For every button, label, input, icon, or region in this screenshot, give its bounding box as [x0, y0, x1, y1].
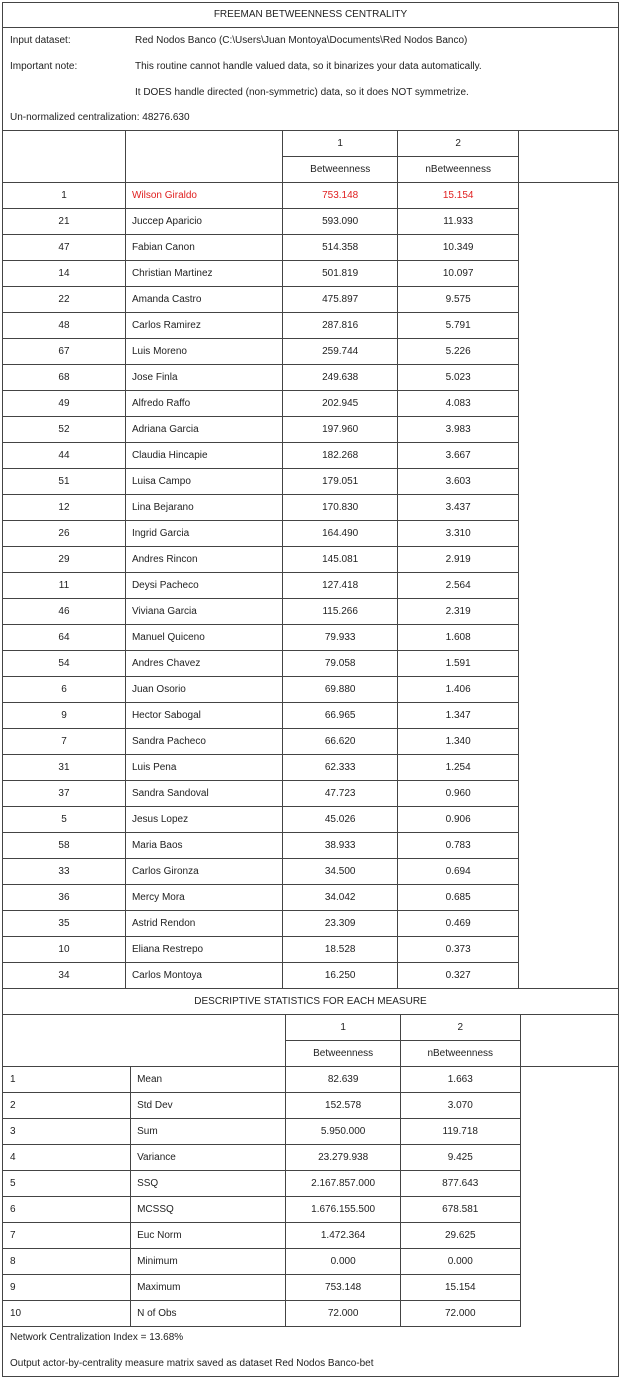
- table-row: [3, 885, 618, 911]
- actor-name: Carlos Montoya: [125, 963, 282, 989]
- actor-id: 7: [3, 729, 125, 755]
- stat-label: N of Obs: [131, 1301, 286, 1327]
- actor-id: 31: [3, 755, 125, 781]
- betweenness-value: 593.090: [282, 209, 397, 235]
- betweenness-value: 514.358: [282, 235, 397, 261]
- stats-row: [3, 1301, 618, 1327]
- actor-id: 21: [3, 209, 125, 235]
- table-row: [3, 365, 618, 391]
- actor-id: 44: [3, 443, 125, 469]
- nbetweenness-value: 3.437: [398, 495, 518, 521]
- actor-id: 26: [3, 521, 125, 547]
- actor-name: Luis Moreno: [125, 339, 282, 365]
- stats-column-label-row: [3, 1041, 618, 1067]
- stats-column-number-2: 2: [400, 1015, 520, 1041]
- stat-index: 8: [3, 1249, 131, 1275]
- descriptive-statistics-table: [3, 988, 618, 1327]
- column-label-row: [3, 157, 618, 183]
- nbetweenness-value: 1.340: [398, 729, 518, 755]
- stat-betweenness: 1.676.155.500: [286, 1197, 401, 1223]
- stat-index: 1: [3, 1067, 131, 1093]
- table-row: [3, 859, 618, 885]
- betweenness-value: 23.309: [282, 911, 397, 937]
- betweenness-value: 127.418: [282, 573, 397, 599]
- actor-name: Claudia Hincapie: [125, 443, 282, 469]
- betweenness-value: 115.266: [282, 599, 397, 625]
- actor-id: 33: [3, 859, 125, 885]
- table-row: [3, 625, 618, 651]
- stat-label: Maximum: [131, 1275, 286, 1301]
- stats-row: [3, 1249, 618, 1275]
- table-row: [3, 313, 618, 339]
- actor-name: Viviana Garcia: [125, 599, 282, 625]
- nbetweenness-value: 3.310: [398, 521, 518, 547]
- stat-betweenness: 1.472.364: [286, 1223, 401, 1249]
- nbetweenness-value: 2.319: [398, 599, 518, 625]
- stats-row: [3, 1067, 618, 1093]
- betweenness-value: 145.081: [282, 547, 397, 573]
- stat-label: Minimum: [131, 1249, 286, 1275]
- actor-id: 68: [3, 365, 125, 391]
- betweenness-value: 249.638: [282, 365, 397, 391]
- report-document: [2, 2, 619, 1377]
- table-row: [3, 755, 618, 781]
- stat-nbetweenness: 72.000: [400, 1301, 520, 1327]
- table-row: [3, 599, 618, 625]
- betweenness-value: 34.042: [282, 885, 397, 911]
- stats-row: [3, 1171, 618, 1197]
- table-row: [3, 729, 618, 755]
- actor-id: 5: [3, 807, 125, 833]
- actor-name: Ingrid Garcia: [125, 521, 282, 547]
- stat-betweenness: 0.000: [286, 1249, 401, 1275]
- actor-id: 1: [3, 183, 125, 209]
- stat-nbetweenness: 1.663: [400, 1067, 520, 1093]
- betweenness-value: 62.333: [282, 755, 397, 781]
- actor-id: 29: [3, 547, 125, 573]
- nbetweenness-value: 4.083: [398, 391, 518, 417]
- betweenness-value: 259.744: [282, 339, 397, 365]
- stat-betweenness: 23.279.938: [286, 1145, 401, 1171]
- stat-nbetweenness: 0.000: [400, 1249, 520, 1275]
- column-label-betweenness: Betweenness: [282, 157, 397, 183]
- nbetweenness-value: 3.983: [398, 417, 518, 443]
- stat-label: Sum: [131, 1119, 286, 1145]
- table-row: [3, 547, 618, 573]
- actor-name: Sandra Sandoval: [125, 781, 282, 807]
- actor-id: 64: [3, 625, 125, 651]
- table-row: [3, 261, 618, 287]
- actor-name: Astrid Rendon: [125, 911, 282, 937]
- nbetweenness-value: 3.603: [398, 469, 518, 495]
- table-row: [3, 443, 618, 469]
- stat-index: 9: [3, 1275, 131, 1301]
- actor-name: Sandra Pacheco: [125, 729, 282, 755]
- betweenness-value: 475.897: [282, 287, 397, 313]
- nbetweenness-value: 3.667: [398, 443, 518, 469]
- stat-betweenness: 2.167.857.000: [286, 1171, 401, 1197]
- input-dataset-label: Input dataset:: [10, 35, 71, 46]
- nbetweenness-value: 1.608: [398, 625, 518, 651]
- nbetweenness-value: 9.575: [398, 287, 518, 313]
- table-row: [3, 339, 618, 365]
- betweenness-value: 79.933: [282, 625, 397, 651]
- stat-index: 5: [3, 1171, 131, 1197]
- betweenness-value: 45.026: [282, 807, 397, 833]
- actor-name: Hector Sabogal: [125, 703, 282, 729]
- betweenness-table: [3, 130, 618, 989]
- actor-name: Maria Baos: [125, 833, 282, 859]
- stat-label: Std Dev: [131, 1093, 286, 1119]
- actor-id: 49: [3, 391, 125, 417]
- stat-betweenness: 753.148: [286, 1275, 401, 1301]
- betweenness-value: 501.819: [282, 261, 397, 287]
- stats-row: [3, 1093, 618, 1119]
- stat-index: 10: [3, 1301, 131, 1327]
- nbetweenness-value: 0.960: [398, 781, 518, 807]
- column-label-nbetweenness: nBetweenness: [398, 157, 518, 183]
- betweenness-value: 182.268: [282, 443, 397, 469]
- actor-id: 34: [3, 963, 125, 989]
- stats-row: [3, 1275, 618, 1301]
- stats-column-label-nbetweenness: nBetweenness: [400, 1041, 520, 1067]
- actor-id: 12: [3, 495, 125, 521]
- betweenness-value: 202.945: [282, 391, 397, 417]
- network-centralization-index: Network Centralization Index = 13.68%: [10, 1332, 184, 1343]
- actor-name: Luisa Campo: [125, 469, 282, 495]
- actor-name: Mercy Mora: [125, 885, 282, 911]
- stats-row: [3, 1223, 618, 1249]
- betweenness-value: 170.830: [282, 495, 397, 521]
- actor-name: Manuel Quiceno: [125, 625, 282, 651]
- important-note-line2: It DOES handle directed (non-symmetric) data, so it does NOT symmetrize.: [135, 87, 469, 98]
- betweenness-value: 287.816: [282, 313, 397, 339]
- table-row: [3, 183, 618, 209]
- table-row: [3, 235, 618, 261]
- actor-name: Amanda Castro: [125, 287, 282, 313]
- nbetweenness-value: 2.919: [398, 547, 518, 573]
- stat-index: 2: [3, 1093, 131, 1119]
- actor-name: Alfredo Raffo: [125, 391, 282, 417]
- nbetweenness-value: 1.254: [398, 755, 518, 781]
- stat-nbetweenness: 9.425: [400, 1145, 520, 1171]
- stat-nbetweenness: 119.718: [400, 1119, 520, 1145]
- nbetweenness-value: 15.154: [398, 183, 518, 209]
- actor-id: 36: [3, 885, 125, 911]
- report-title: FREEMAN BETWEENNESS CENTRALITY: [3, 3, 618, 28]
- actor-name: Jose Finla: [125, 365, 282, 391]
- nbetweenness-value: 0.694: [398, 859, 518, 885]
- stats-title-row: [3, 989, 618, 1015]
- stats-row: [3, 1119, 618, 1145]
- nbetweenness-value: 0.783: [398, 833, 518, 859]
- stat-index: 7: [3, 1223, 131, 1249]
- stats-title: DESCRIPTIVE STATISTICS FOR EACH MEASURE: [3, 989, 618, 1015]
- important-note-line1: This routine cannot handle valued data, so it binarizes your data automatically.: [135, 61, 482, 72]
- stat-nbetweenness: 15.154: [400, 1275, 520, 1301]
- stat-nbetweenness: 877.643: [400, 1171, 520, 1197]
- nbetweenness-value: 10.349: [398, 235, 518, 261]
- betweenness-value: 69.880: [282, 677, 397, 703]
- table-row: [3, 937, 618, 963]
- nbetweenness-value: 10.097: [398, 261, 518, 287]
- actor-id: 48: [3, 313, 125, 339]
- actor-name: Lina Bejarano: [125, 495, 282, 521]
- betweenness-value: 79.058: [282, 651, 397, 677]
- table-row: [3, 391, 618, 417]
- betweenness-value: 38.933: [282, 833, 397, 859]
- actor-name: Carlos Ramirez: [125, 313, 282, 339]
- actor-id: 35: [3, 911, 125, 937]
- nbetweenness-value: 0.327: [398, 963, 518, 989]
- betweenness-value: 18.528: [282, 937, 397, 963]
- stats-column-label-betweenness: Betweenness: [286, 1041, 401, 1067]
- nbetweenness-value: 1.347: [398, 703, 518, 729]
- actor-id: 54: [3, 651, 125, 677]
- input-dataset-value: Red Nodos Banco (C:\Users\Juan Montoya\Documents\Red Nodos Banco): [135, 35, 468, 46]
- table-row: [3, 495, 618, 521]
- actor-name: Andres Rincon: [125, 547, 282, 573]
- column-number-1: 1: [282, 131, 397, 157]
- table-row: [3, 469, 618, 495]
- nbetweenness-value: 1.406: [398, 677, 518, 703]
- nbetweenness-value: 0.685: [398, 885, 518, 911]
- actor-id: 52: [3, 417, 125, 443]
- stat-label: Euc Norm: [131, 1223, 286, 1249]
- stat-label: Mean: [131, 1067, 286, 1093]
- nbetweenness-value: 1.591: [398, 651, 518, 677]
- actor-name: Andres Chavez: [125, 651, 282, 677]
- stats-column-number-row: [3, 1015, 618, 1041]
- betweenness-value: 66.965: [282, 703, 397, 729]
- table-row: [3, 287, 618, 313]
- stat-nbetweenness: 678.581: [400, 1197, 520, 1223]
- actor-name: Wilson Giraldo: [125, 183, 282, 209]
- actor-id: 6: [3, 677, 125, 703]
- actor-name: Jesus Lopez: [125, 807, 282, 833]
- output-note: Output actor-by-centrality measure matrix saved as dataset Red Nodos Banco-bet: [10, 1358, 374, 1369]
- actor-id: 47: [3, 235, 125, 261]
- betweenness-value: 16.250: [282, 963, 397, 989]
- actor-id: 14: [3, 261, 125, 287]
- column-number-row: [3, 131, 618, 157]
- stat-betweenness: 82.639: [286, 1067, 401, 1093]
- nbetweenness-value: 0.469: [398, 911, 518, 937]
- table-row: [3, 703, 618, 729]
- table-row: [3, 651, 618, 677]
- table-row: [3, 807, 618, 833]
- actor-name: Deysi Pacheco: [125, 573, 282, 599]
- actor-id: 37: [3, 781, 125, 807]
- nbetweenness-value: 5.791: [398, 313, 518, 339]
- actor-name: Eliana Restrepo: [125, 937, 282, 963]
- actor-id: 9: [3, 703, 125, 729]
- betweenness-value: 164.490: [282, 521, 397, 547]
- stat-nbetweenness: 3.070: [400, 1093, 520, 1119]
- actor-id: 51: [3, 469, 125, 495]
- stat-betweenness: 152.578: [286, 1093, 401, 1119]
- betweenness-value: 34.500: [282, 859, 397, 885]
- stat-label: MCSSQ: [131, 1197, 286, 1223]
- betweenness-value: 47.723: [282, 781, 397, 807]
- unnormalized-centralization: Un-normalized centralization: 48276.630: [10, 112, 190, 123]
- betweenness-value: 753.148: [282, 183, 397, 209]
- nbetweenness-value: 5.023: [398, 365, 518, 391]
- betweenness-value: 197.960: [282, 417, 397, 443]
- actor-id: 46: [3, 599, 125, 625]
- nbetweenness-value: 0.373: [398, 937, 518, 963]
- nbetweenness-value: 11.933: [398, 209, 518, 235]
- betweenness-value: 66.620: [282, 729, 397, 755]
- actor-id: 10: [3, 937, 125, 963]
- stat-label: SSQ: [131, 1171, 286, 1197]
- actor-name: Juccep Aparicio: [125, 209, 282, 235]
- nbetweenness-value: 0.906: [398, 807, 518, 833]
- stat-index: 3: [3, 1119, 131, 1145]
- actor-id: 11: [3, 573, 125, 599]
- table-row: [3, 417, 618, 443]
- actor-id: 58: [3, 833, 125, 859]
- table-row: [3, 521, 618, 547]
- stats-row: [3, 1145, 618, 1171]
- column-number-2: 2: [398, 131, 518, 157]
- table-row: [3, 573, 618, 599]
- betweenness-value: 179.051: [282, 469, 397, 495]
- actor-name: Adriana Garcia: [125, 417, 282, 443]
- stat-betweenness: 5.950.000: [286, 1119, 401, 1145]
- table-row: [3, 963, 618, 989]
- actor-name: Carlos Gironza: [125, 859, 282, 885]
- nbetweenness-value: 5.226: [398, 339, 518, 365]
- actor-name: Christian Martinez: [125, 261, 282, 287]
- table-row: [3, 209, 618, 235]
- table-row: [3, 677, 618, 703]
- actor-id: 22: [3, 287, 125, 313]
- table-row: [3, 833, 618, 859]
- stat-index: 6: [3, 1197, 131, 1223]
- stats-column-number-1: 1: [286, 1015, 401, 1041]
- stats-row: [3, 1197, 618, 1223]
- stat-label: Variance: [131, 1145, 286, 1171]
- nbetweenness-value: 2.564: [398, 573, 518, 599]
- actor-name: Juan Osorio: [125, 677, 282, 703]
- stat-nbetweenness: 29.625: [400, 1223, 520, 1249]
- stat-index: 4: [3, 1145, 131, 1171]
- actor-id: 67: [3, 339, 125, 365]
- actor-name: Fabian Canon: [125, 235, 282, 261]
- table-row: [3, 911, 618, 937]
- actor-name: Luis Pena: [125, 755, 282, 781]
- table-row: [3, 781, 618, 807]
- stat-betweenness: 72.000: [286, 1301, 401, 1327]
- important-note-label: Important note:: [10, 61, 78, 72]
